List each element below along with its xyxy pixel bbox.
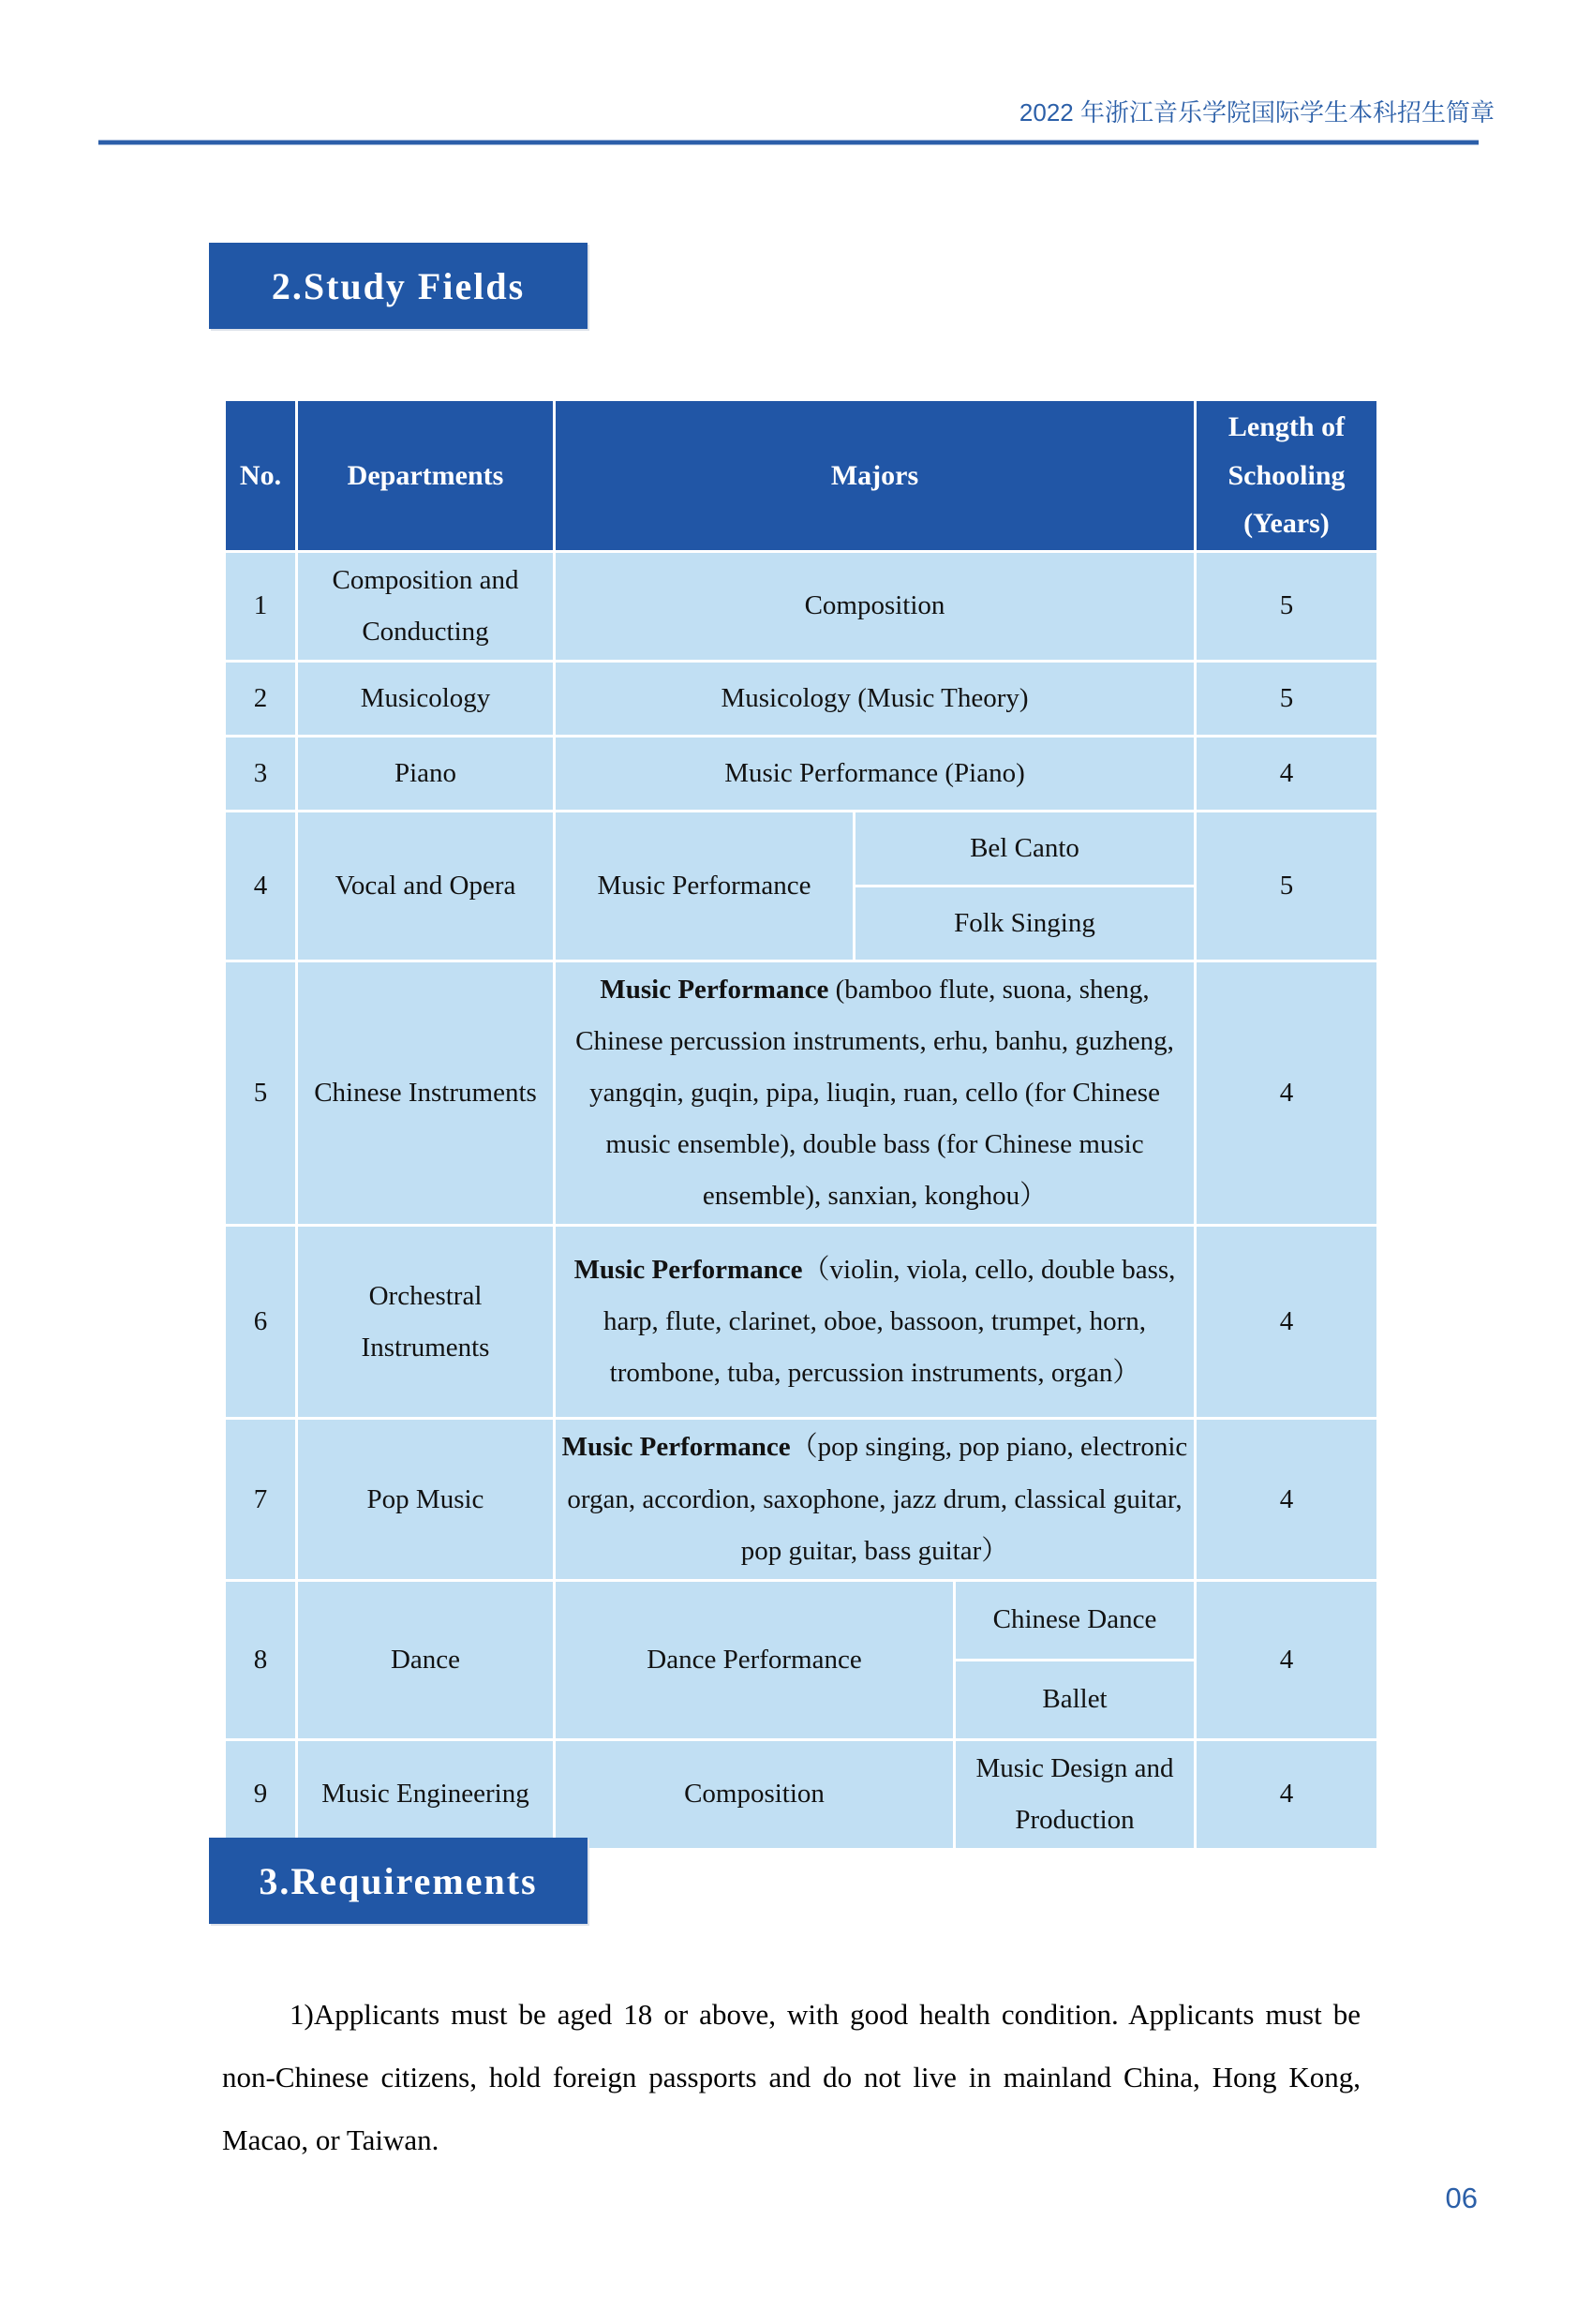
cell-department: Chinese Instruments [297,961,555,1225]
cell-length: 4 [1196,736,1378,811]
col-header-departments: Departments [297,400,555,552]
cell-no: 5 [225,961,297,1225]
table-row [225,1580,1378,1660]
page-number: 06 [1445,2182,1478,2214]
cell-no: 9 [225,1739,297,1849]
cell-no: 3 [225,736,297,811]
study-fields-table [223,398,1379,1851]
cell-major [555,1226,1196,1419]
table-row [225,1739,1378,1849]
cell-no: 6 [225,1226,297,1419]
cell-major: Composition [555,551,1196,661]
table-row [225,551,1378,661]
cell-submajor: Ballet [955,1660,1196,1739]
table-row [225,1226,1378,1419]
cell-major [555,1419,1196,1580]
cell-submajor: Chinese Dance [955,1580,1196,1660]
table-header-row [225,400,1378,552]
cell-department: Music Engineering [297,1739,555,1849]
header-divider [98,140,1479,145]
cell-length: 4 [1196,1226,1378,1419]
cell-department: Piano [297,736,555,811]
requirements-paragraph: 1)Applicants must be aged 18 or above, with good health condition. Applicants must be non-Chinese citizens, hold foreign passports and do not live in mainland China, Hong Kong, Macao, or Taiwan. [222,1998,1361,2156]
cell-major-bold-part: Music Performance [573,1255,803,1286]
cell-department: Musicology [297,661,555,736]
cell-major: Music Performance (Piano) [555,736,1196,811]
cell-submajor: Music Design and Production [955,1739,1196,1849]
cell-major-rest: （violin, viola, cello, double bass, harp, flute, clarinet, oboe, bassoon, trumpet, horn, trombone, tuba, percussion instruments, organ） [603,1255,1176,1389]
col-header-majors: Majors [555,400,1196,552]
cell-length: 4 [1196,961,1378,1225]
cell-department: Pop Music [297,1419,555,1580]
cell-major-bold-part: Music Performance [600,974,829,1005]
cell-length: 5 [1196,811,1378,961]
section-heading-requirements-label: 3.Requirements [259,1859,538,1902]
cell-department: Vocal and Opera [297,811,555,961]
cell-no: 7 [225,1419,297,1580]
cell-major [555,961,1196,1225]
section-heading-study-fields [209,243,588,329]
cell-no: 1 [225,551,297,661]
section-heading-study-fields-label: 2.Study Fields [271,264,526,307]
cell-major-rest: （pop singing, pop piano, electronic organ, accordion, saxophone, jazz drum, classical guitar, pop guitar, bass guitar） [567,1432,1188,1566]
cell-length: 4 [1196,1580,1378,1739]
col-header-length: Length of Schooling (Years) [1196,400,1378,552]
section-heading-requirements [209,1838,588,1924]
cell-department: Orchestral Instruments [297,1226,555,1419]
table-row [225,1419,1378,1580]
cell-length: 4 [1196,1739,1378,1849]
table-row [225,811,1378,886]
cell-major: Dance Performance [555,1580,955,1739]
cell-submajor: Folk Singing [855,886,1196,961]
cell-length: 5 [1196,661,1378,736]
table-row [225,661,1378,736]
cell-department: Composition and Conducting [297,551,555,661]
cell-major: Music Performance [555,811,855,961]
cell-length: 4 [1196,1419,1378,1580]
table-row [225,736,1378,811]
cell-no: 2 [225,661,297,736]
cell-length: 5 [1196,551,1378,661]
col-header-no: No. [225,400,297,552]
cell-major-rest: (bamboo flute, suona, sheng, Chinese percussion instruments, erhu, banhu, guzheng, yangqin, guqin, pipa, liuqin, ruan, cello (for Chinese music ensemble), double bass (for Chinese music ensemble), sanxian, konghou） [575,974,1174,1212]
cell-no: 4 [225,811,297,961]
table-row [225,961,1378,1225]
cell-major: Musicology (Music Theory) [555,661,1196,736]
cell-major-bold-part: Music Performance [561,1432,791,1463]
cell-submajor: Bel Canto [855,811,1196,886]
cell-department: Dance [297,1580,555,1739]
document-title: 2022 年浙江音乐学院国际学生本科招生简章 [1019,98,1495,127]
cell-major: Composition [555,1739,955,1849]
cell-no: 8 [225,1580,297,1739]
